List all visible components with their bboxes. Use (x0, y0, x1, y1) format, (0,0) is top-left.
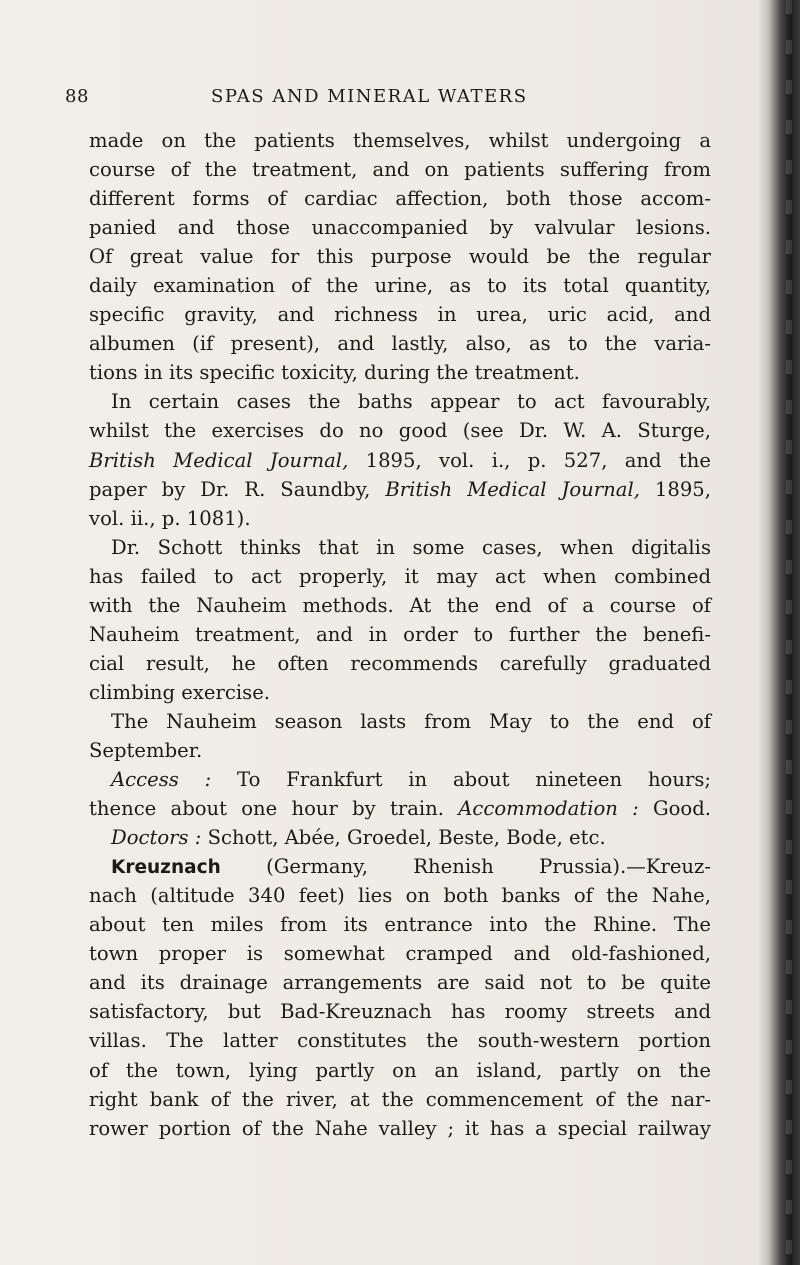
journal-title: British Medical Journal, (385, 477, 640, 501)
text-fragment: paper by Dr. R. Saundby, (89, 477, 386, 501)
journal-title: British Medical Journal, (89, 448, 349, 472)
text-line: rower portion of the Nahe valley ; it has a special railway (89, 1116, 711, 1140)
text-fragment: thence about one hour by train. (89, 797, 459, 821)
body-text (89, 126, 711, 1143)
text-fragment: Good. (638, 797, 711, 821)
spine-streak (786, 0, 792, 1265)
doctors-label: Doctors : (111, 826, 202, 850)
accommodation-label: Accommodation : (458, 797, 639, 821)
text-line: Nauheim treatment, and in order to further the benefi- (89, 622, 711, 646)
text-line: about ten miles from its entrance into the Rhine. The (89, 913, 711, 937)
text-line: tions in its specific toxicity, during the treatment. (89, 361, 580, 385)
text-line (89, 475, 711, 504)
text-line (89, 446, 711, 475)
text-line: In certain cases the baths appear to act favourably, (111, 390, 711, 414)
text-line (89, 823, 711, 852)
text-line: and its drainage arrangements are said not to be quite (89, 971, 711, 995)
text-line (89, 794, 711, 823)
text-line: right bank of the river, at the commencement of the nar- (89, 1087, 711, 1111)
text-line: made on the patients themselves, whilst undergoing a (89, 129, 711, 152)
text-line: September. (89, 738, 203, 762)
text-line: panied and those unaccompanied by valvular lesions. (89, 216, 711, 240)
text-line: Dr. Schott thinks that in some cases, when digitalis (111, 535, 711, 559)
text-line: satisfactory, but Bad-Kreuznach has roomy streets and (89, 1000, 711, 1024)
text-line: has failed to act properly, it may act when combined (89, 564, 711, 588)
text-line: villas. The latter constitutes the south-western portion (89, 1029, 711, 1053)
access-label: Access : (111, 768, 212, 792)
text-line: nach (altitude 340 feet) lies on both banks of the Nahe, (89, 884, 711, 908)
text-line (89, 852, 711, 881)
text-line: course of the treatment, and on patients suffering from (89, 158, 711, 182)
text-line: cial result, he often recommends carefully graduated (89, 651, 711, 675)
section-heading-kreuznach: Kreuznach (111, 857, 221, 879)
text-line: of the town, lying partly on an island, partly on the (89, 1058, 711, 1082)
text-line: Of great value for this purpose would be the regular (89, 245, 711, 269)
book-spine-shadow (758, 0, 800, 1265)
text-line (89, 765, 711, 794)
page-header (65, 86, 735, 116)
text-line: town proper is somewhat cramped and old-fashioned, (89, 942, 711, 966)
text-line: vol. ii., p. 1081). (89, 506, 251, 530)
text-fragment: To Frankfurt in about nineteen hours; (211, 768, 711, 792)
text-line: with the Nauheim methods. At the end of a course of (89, 593, 711, 617)
text-line: The Nauheim season lasts from May to the end of (111, 709, 711, 733)
text-line: climbing exercise. (89, 680, 271, 704)
text-line: whilst the exercises do no good (see Dr. W. A. Sturge, (89, 419, 711, 443)
text-fragment: Schott, Abée, Groedel, Beste, Bode, etc. (201, 826, 606, 850)
text-line: albumen (if present), and lastly, also, as to the varia- (89, 332, 711, 356)
page-number: 88 (65, 86, 89, 107)
text-line: specific gravity, and richness in urea, uric acid, and (89, 303, 711, 327)
text-fragment: 1895, (639, 477, 711, 501)
text-fragment: (Germany, Rhenish Prussia).—Kreuz- (220, 855, 711, 879)
text-fragment: 1895, vol. i., p. 527, and the (348, 448, 711, 472)
text-line: daily examination of the urine, as to its total quantity, (89, 274, 711, 298)
text-line: different forms of cardiac affection, both those accom- (89, 187, 711, 211)
running-head: SPAS AND MINERAL WATERS (211, 86, 528, 107)
